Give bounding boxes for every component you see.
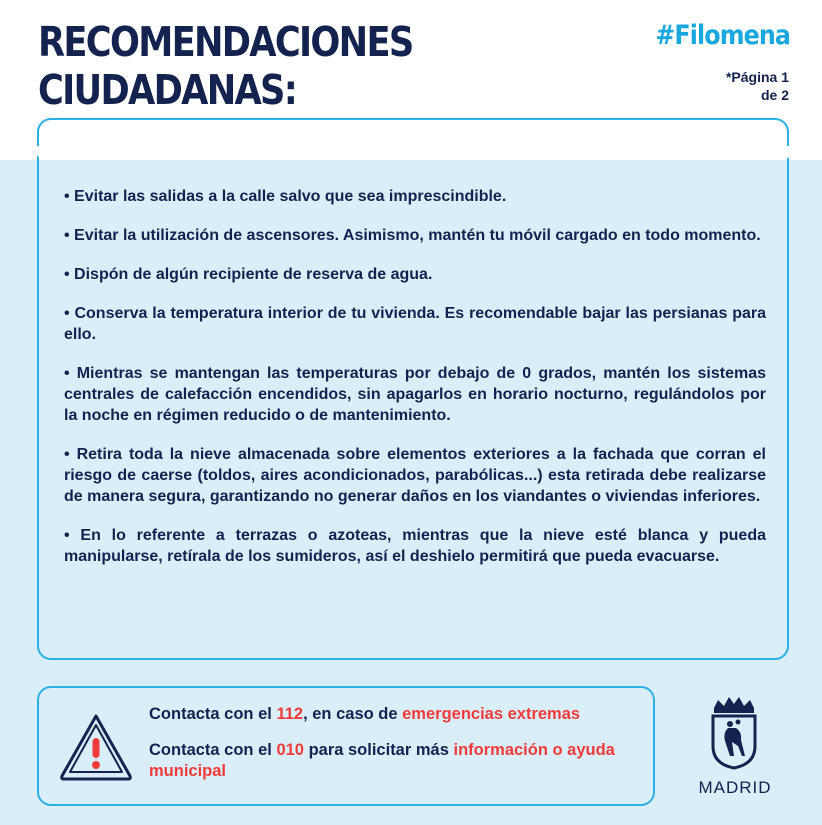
contact-emergency-line — [149, 704, 629, 725]
title-line-2: CIUDADANAS: — [38, 66, 297, 114]
recommendation-item: • En lo referente a terrazas o azoteas, mientras que la nieve esté blanca y pueda manipularse, retírala de los sumideros, así el deshielo permitirá que pueda evacuarse. — [64, 527, 766, 565]
page-note-line-1: *Página 1 — [725, 69, 789, 85]
municipal-number: 010 — [276, 741, 304, 759]
recommendation-item: • Conserva la temperatura interior de tu vivienda. Es recomendable bajar las persianas para ello. — [64, 305, 766, 343]
header-zigzag-edge — [0, 146, 822, 162]
page-title — [38, 18, 413, 114]
recommendations-list — [64, 186, 766, 585]
contact-text: Contacta con el — [149, 741, 277, 759]
page-note — [669, 68, 789, 104]
page-note-line-2: de 2 — [760, 87, 789, 103]
warning-icon — [58, 712, 134, 782]
contact-text: , en caso de — [303, 705, 403, 723]
madrid-coat-of-arms-icon — [708, 694, 760, 770]
municipal-emphasis: información o ayuda municipal — [149, 741, 615, 780]
hashtag: #Filomena — [655, 20, 790, 51]
emergency-emphasis: emergencias extremas — [402, 705, 581, 723]
recommendation-item: • Mientras se mantengan las temperaturas por debajo de 0 grados, mantén los sistemas centrales de calefacción encendidos, sin apagarlos en horario nocturno, regulándolos por la noche en régimen reducido o de mantenimiento. — [64, 365, 766, 424]
emergency-number: 112 — [276, 705, 304, 723]
title-line-1: RECOMENDACIONES — [38, 18, 413, 66]
recommendation-item: • Evitar las salidas a la calle salvo que sea imprescindible. — [64, 188, 507, 205]
recommendation-item: • Evitar la utilización de ascensores. Asimismo, mantén tu móvil cargado en todo momento. — [64, 227, 761, 244]
recommendation-item: • Dispón de algún recipiente de reserva de agua. — [64, 266, 433, 283]
recommendation-item: • Retira toda la nieve almacenada sobre elementos exteriores a la fachada que corran el riesgo de caerse (toldos, aires acondicionados, parabólicas...) esta retirada debe realizarse de manera segura, garantizando no generar daños en los viandantes o viviendas inferiores. — [64, 446, 766, 505]
contact-municipal-line — [149, 740, 629, 782]
contact-text: para solicitar más — [303, 741, 454, 759]
contact-text: Contacta con el — [149, 705, 277, 723]
madrid-logo-text: MADRID — [698, 778, 772, 797]
